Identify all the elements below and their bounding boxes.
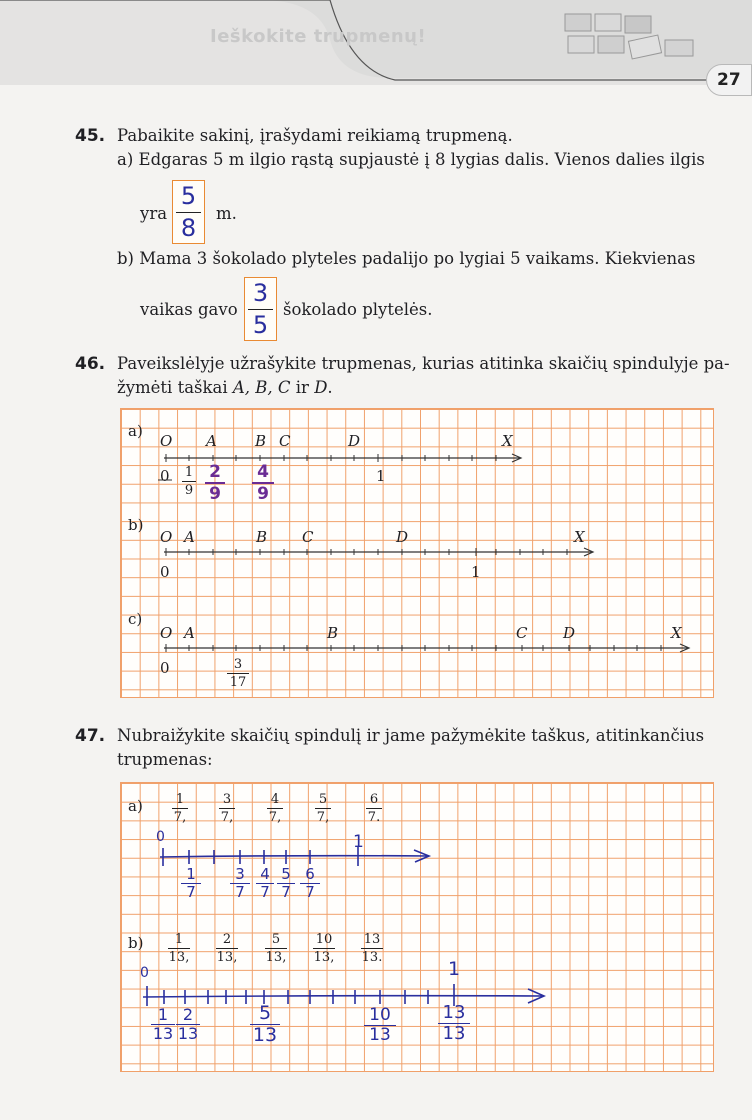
ex46-b-point-X: X [574,528,585,546]
header-title: Ieškokite trupmenų! [210,26,427,47]
ex47-b-label: b) [128,934,144,952]
ex46-c-point-B: B [327,624,339,642]
ex47-a-hw-one: 1 [353,832,364,852]
ex46-a-point-D: D [348,432,361,450]
ex47-b-frac-5: 5 13, [265,932,287,965]
ex46-c-tick-0: 0 [160,659,170,677]
ex46-text-line1: Paveikslėlyje užrašykite trupmenas, kurias atitinka skaičių spindulyje pa- [117,354,730,373]
ex47-a-frac-6: 6 7. [367,792,381,825]
ex46-a-hw-2-9: 2 9 [205,463,225,503]
ex46-b-tick-0: 0 [160,563,170,581]
ex46-b-label: b) [128,516,144,534]
ex46-b-point-C: C [302,528,314,546]
ex47-b-hw-zero: 0 [140,965,149,981]
ex45-a-pre: yra [140,204,168,223]
ex46-a-point-C: C [279,432,291,450]
ex46-a-tick-1: 1 [376,467,386,485]
ex45-a-text: a) Edgaras 5 m ilgio rąstą supjaustė į 8 lygias dalis. Vienos dalies ilgis [117,150,705,169]
ex47-b-hw-one: 1 [448,958,461,980]
ex45-a-post: m. [216,204,237,223]
ex47-a-hw-6-7: 6 7 [300,867,320,900]
ex46-a-hw-4-9: 4 9 [252,463,274,503]
ex47-a-hw-5-7: 5 7 [277,867,295,900]
ex47-a-frac-4: 4 7, [268,792,282,825]
ex46-c-frac-3-17: 3 17 [227,657,249,690]
ex46-a-point-O: O [160,432,173,450]
ex45-instruction: Pabaikite sakinį, įrašydami reikiamą trupmeną. [117,126,513,145]
ex47-b-hw-1-13: 1 13 [152,1005,174,1043]
ex47-a-frac-3: 3 7, [220,792,234,825]
ex47-b-hw-10-13: 10 13 [364,1007,396,1044]
ex46-b-point-B: B [256,528,268,546]
ex47-b-frac-1: 1 13, [168,932,190,965]
ex46-c-point-C: C [516,624,528,642]
ex45-b-pre: vaikas gavo [140,300,238,319]
ex46-c-point-A: A [184,624,195,642]
ex45-number: 45. [75,126,106,146]
ex46-c-label: c) [128,610,143,628]
ex47-a-hw-zero: 0 [156,829,165,845]
ex47-number: 47. [75,726,106,746]
ex46-b-point-D: D [396,528,409,546]
ex45-a-answer-num: 5 [180,182,197,210]
ex45-b-answer-den: 5 [252,311,269,339]
ex47-b-hw-5-13: 5 13 [250,1004,280,1045]
ex46-a-point-B: B [255,432,267,450]
ex46-b-tick-1: 1 [471,563,481,581]
ex46-c-point-O: O [160,624,173,642]
page-number: 27 [706,64,752,96]
ex47-b-hw-2-13: 2 13 [177,1005,199,1043]
ex46-c-point-X: X [671,624,682,642]
ex47-b-frac-10: 10 13, [313,932,335,965]
ex45-b-text: b) Mama 3 šokolado plyteles padalijo po lygiai 5 vaikams. Kiekvienas [117,249,696,268]
ex45-a-answer-den: 8 [180,214,197,242]
ex46-c-point-D: D [563,624,576,642]
ex47-b-hw-13-13: 13 13 [438,1004,470,1043]
ex46-b-point-A: A [184,528,195,546]
ex45-b-post: šokolado plytelės. [283,300,433,319]
ex47-a-hw-4-7: 4 7 [256,867,274,900]
ex47-a-frac-5: 5 7, [316,792,330,825]
ex46-b-point-O: O [160,528,173,546]
ex47-a-label: a) [128,797,143,815]
ex46-a-tick-0: 0 [160,467,170,485]
ex45-b-answer-num: 3 [252,279,269,307]
ex47-a-hw-1-7: 1 7 [181,867,201,900]
ex46-a-point-X: X [502,432,513,450]
ex47-b-frac-13: 13 13. [361,932,383,965]
ex47-text-line1: Nubraižykite skaičių spindulį ir jame pažymėkite taškus, atitinkančius [117,726,705,745]
ex47-a-frac-1: 1 7, [173,792,187,825]
ex47-b-frac-2: 2 13, [216,932,238,965]
ex46-text-line2: žymėti taškai A, B, C ir D. [117,378,333,397]
ex46-number: 46. [75,354,106,374]
ex47-text-line2: trupmenas: [117,750,213,769]
ex46-a-label: a) [128,422,143,440]
ex47-a-hw-3-7: 3 7 [230,867,250,900]
ex46-a-point-A: A [206,432,217,450]
ex46-a-frac-1-9: 1 9 [182,465,196,498]
